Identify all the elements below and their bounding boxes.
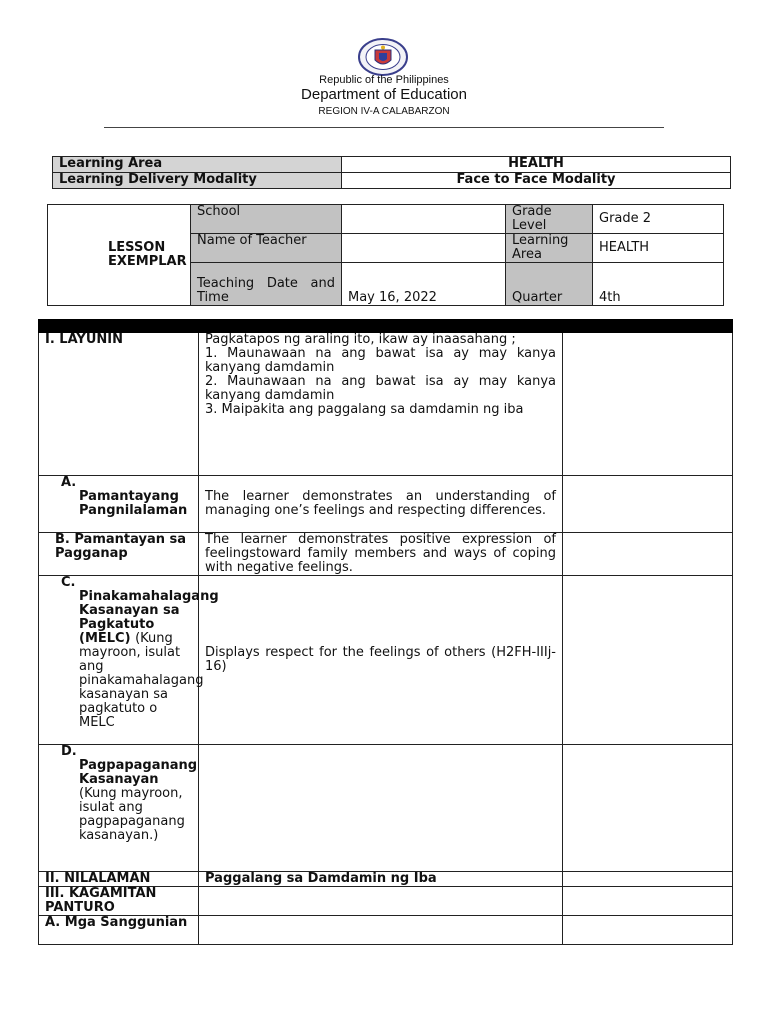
quarter-label: Quarter <box>506 263 593 306</box>
kagamitan-panturo-label: III. KAGAMITAN PANTURO <box>39 887 199 916</box>
table-row <box>53 157 731 173</box>
layunin-label: I. LAYUNIN <box>39 333 199 476</box>
teaching-date-value: May 16, 2022 <box>342 263 506 306</box>
layunin-content <box>199 333 563 476</box>
row-letter: D. <box>61 744 77 759</box>
layunin-intro: Pagkatapos ng araling ito, ikaw ay inaasahang ; <box>205 332 516 347</box>
lesson-exemplar-title: LESSON EXEMPLAR <box>48 205 191 306</box>
table-row <box>39 887 733 916</box>
pamantayang-pangnilalaman-cell <box>39 476 199 533</box>
pamantayan-sa-pagganap-label: B. Pamantayan sa Pagganap <box>39 533 199 576</box>
department-title: Department of Education <box>301 86 467 103</box>
nilalaman-label: II. NILALAMAN <box>39 872 199 887</box>
region-text: REGION IV-A CALABARZON <box>318 106 450 117</box>
grade-level-value: Grade 2 <box>593 205 724 234</box>
pagpapaganang-kasanayan-note: (Kung mayroon, isulat ang pagpapaganang kasanayan.) <box>79 786 185 843</box>
pagpapaganang-kasanayan-label: Pagpapaganang Kasanayan <box>79 758 198 787</box>
table-row <box>53 173 731 189</box>
table-header-bar <box>39 320 733 333</box>
teacher-label: Name of Teacher <box>191 234 342 263</box>
school-label: School <box>191 205 342 234</box>
info-table <box>52 156 731 189</box>
learning-area-value: HEALTH <box>342 157 731 173</box>
melc-label: Pinakamahalagang Kasanayan sa Pagkatuto (MELC) <box>79 589 219 646</box>
row-letter: A. <box>61 475 77 490</box>
learning-area-label-2: Learning Area <box>506 234 593 263</box>
header-divider <box>104 127 664 128</box>
teacher-value <box>342 234 506 263</box>
melc-cell <box>39 575 219 745</box>
layunin-item-1: 1. Maunawaan na ang bawat isa ay may kanya kanyang damdamin <box>205 346 556 375</box>
grade-level-label: Grade Level <box>506 205 593 234</box>
nilalaman-value: Paggalang sa Damdamin ng Iba <box>199 872 563 887</box>
table-row <box>39 916 733 945</box>
pamantayang-pangnilalaman-value: The learner demonstrates an understanding of managing one’s feelings and respecting differences. <box>199 476 563 533</box>
teaching-date-label: Teaching Date and Time <box>191 263 342 306</box>
table-row <box>39 476 733 533</box>
table-row <box>39 576 733 745</box>
deped-seal-logo <box>346 38 420 76</box>
table-row <box>39 533 733 576</box>
learning-area-value-2: HEALTH <box>593 234 724 263</box>
mga-sanggunian-label: A. Mga Sanggunian <box>39 916 199 945</box>
republic-text: Republic of the Philippines <box>319 74 449 86</box>
table-row <box>39 872 733 887</box>
row-letter: C. <box>61 575 76 590</box>
layunin-item-3: 3. Maipakita ang paggalang sa damdamin ng iba <box>205 402 524 417</box>
learning-area-label: Learning Area <box>53 157 342 173</box>
melc-value: Displays respect for the feelings of others (H2FH-IIIj-16) <box>199 576 563 745</box>
pamantayang-pangnilalaman-label: Pamantayang Pangnilalaman <box>79 489 188 518</box>
content-table <box>38 319 733 945</box>
quarter-value: 4th <box>593 263 724 306</box>
table-row <box>39 745 733 872</box>
school-value <box>342 205 506 234</box>
layunin-item-2: 2. Maunawaan na ang bawat isa ay may kanya kanyang damdamin <box>205 374 556 403</box>
melc-note: (Kung mayroon, isulat ang pinakamahalagang kasanayan sa pagkatuto o MELC <box>79 631 204 730</box>
pagpapaganang-kasanayan-cell <box>39 745 199 872</box>
lesson-table <box>47 204 724 306</box>
table-row <box>39 333 733 476</box>
pamantayan-sa-pagganap-value: The learner demonstrates positive expression of feelingstoward family members and ways of coping with negative feelings. <box>199 533 563 576</box>
table-row <box>48 205 724 234</box>
modality-value: Face to Face Modality <box>342 173 731 189</box>
modality-label: Learning Delivery Modality <box>53 173 342 189</box>
